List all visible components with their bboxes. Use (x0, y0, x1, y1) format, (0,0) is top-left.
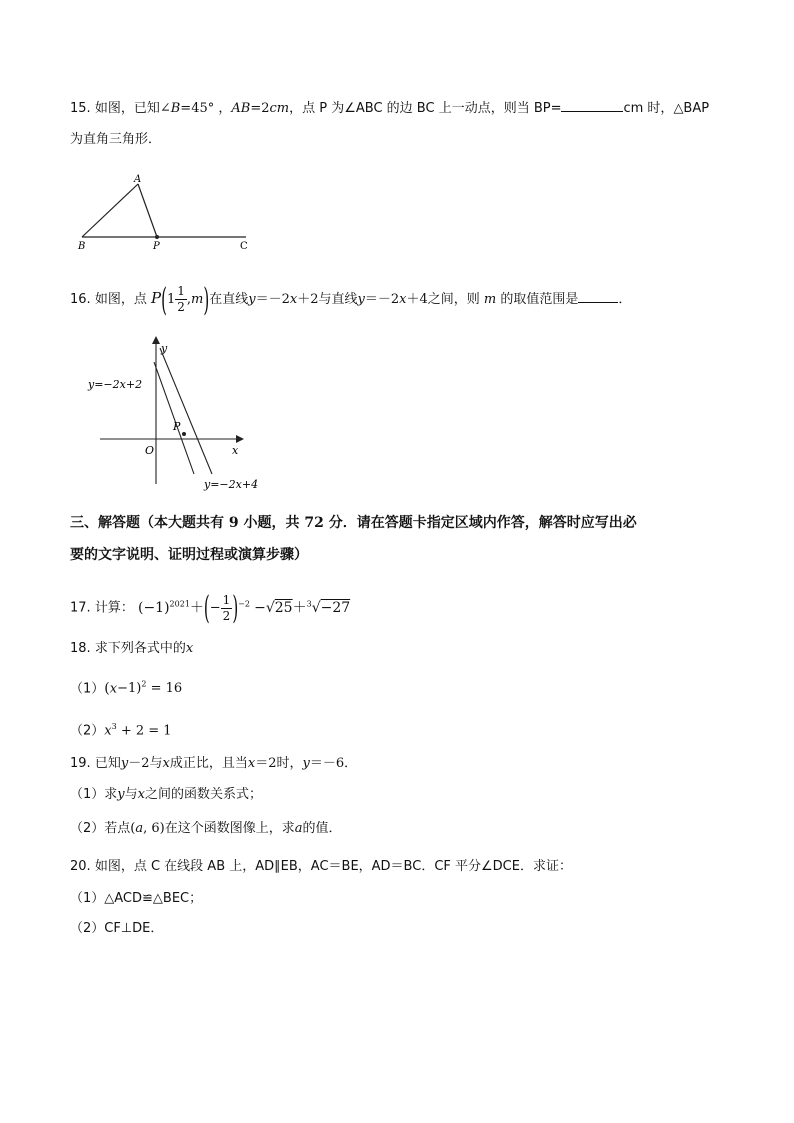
q17-line: 17. 计算： $(-1)^{2021}+(-$ $\frac{1}{2}$ )$^{-2}$ −√25＋$^3$√−27 (70, 589, 351, 628)
q18-line (70, 640, 193, 658)
q16-line: 16. 如图，点 P(1 $\frac{1}{2}$ ,m)在直线y＝－2x＋2与直线y＝－2x＋4之间，则 m 的取值范围是 ． (70, 280, 632, 319)
q20-line (70, 858, 572, 876)
svg-text:P: P (153, 241, 160, 252)
q19-text3: 成正比，且当 (169, 756, 248, 771)
q18-part2: $(2)x^3 + 2 = 1$ (70, 722, 172, 739)
q16-between: 之间，则 (427, 292, 480, 307)
q16-m: m (483, 292, 497, 307)
q15-triangle: △BAP (673, 101, 710, 116)
q19-text2: 与 (149, 756, 163, 771)
svg-text:y: y (161, 342, 168, 355)
svg-text:y=−2x+2: y=−2x+2 (88, 378, 143, 391)
q19-p1c: 之间的函数关系式； (145, 787, 263, 802)
q19-p1: （1）求 (70, 787, 118, 802)
q18-p1: （1） (70, 681, 105, 697)
q19-part1: （1）求y与x之间的函数关系式； (70, 787, 263, 802)
q18-part1: $(1)(x-1)^2 = 16$ (70, 680, 183, 697)
q16-end: ． (618, 292, 632, 307)
q16-and: 与直线 (318, 292, 358, 307)
q18-number: 18. (70, 641, 91, 656)
svg-text:O: O (145, 444, 155, 457)
q18-var: x (185, 641, 194, 656)
q16-figure (84, 334, 274, 494)
q20-part1: （1）△ACD≌△BEC； (70, 891, 203, 906)
q19-p2b: 在这个函数图像上，求 (164, 821, 295, 836)
q19-part2: （2）若点(a, 6)在这个函数图像上，求a的值． (70, 821, 342, 836)
q16-line1: 在直线 (209, 292, 249, 307)
q19-p2: （2）若点 (70, 821, 131, 836)
q15-line2: 为直角三角形． (70, 132, 162, 147)
q19-text4: 时， (276, 756, 303, 771)
q18-text: 求下列各式中的 (94, 641, 186, 656)
q19-p2c: 的值． (302, 821, 342, 836)
q15-answer-blank[interactable] (561, 99, 623, 112)
q19-line: 19. 已知y－2与x成正比，且当x＝2时，y＝－6． (70, 756, 358, 771)
section-heading-line2: 要的文字说明、证明过程或演算步骤） (70, 547, 308, 563)
q20-number: 20. (70, 859, 91, 874)
q15-condition: ，点 P 为∠ABC 的边 BC 上一动点，则当 BP= (289, 101, 562, 116)
q15-line1: 15. 如图，已知∠B=45° ，AB=2cm，点 P 为∠ABC 的边 BC 上一动点，则当 BP= cm 时，△BAP (70, 101, 710, 116)
q17-number: 17. (70, 600, 91, 616)
svg-text:y=−2x+4: y=−2x+4 (204, 478, 259, 491)
svg-text:P: P (173, 420, 181, 433)
q19-p1b: 与 (124, 787, 138, 802)
q15-figure (70, 170, 260, 252)
q16-intro: 如图，点 (94, 292, 147, 307)
q20-part2: （2）CF⊥DE． (70, 921, 164, 936)
q15-unit-tail: cm 时， (623, 101, 674, 116)
q18-p2: （2） (70, 723, 105, 739)
q15-intro: 如图，已知 (94, 101, 160, 116)
q15-number: 15. (70, 101, 91, 116)
svg-text:C: C (240, 241, 248, 252)
section-heading-line1: 三、解答题（本大题共有 9 小题，共 72 分．请在答题卡指定区域内作答，解答时应写出必 (70, 515, 637, 531)
q16-answer-blank[interactable] (578, 290, 618, 303)
svg-text:B: B (78, 241, 86, 252)
svg-text:A: A (134, 174, 142, 185)
q16-range: 的取值范围是 (500, 292, 579, 307)
q19-number: 19. (70, 756, 91, 771)
q16-number: 16. (70, 292, 91, 307)
q19-text1: 已知 (94, 756, 121, 771)
q17-text: 计算： (94, 600, 134, 616)
svg-text:x: x (232, 444, 239, 457)
q20-text: 如图，点 C 在线段 AB 上，AD∥EB，AC＝BE，AD＝BC．CF 平分∠DCE．求证： (94, 859, 572, 874)
